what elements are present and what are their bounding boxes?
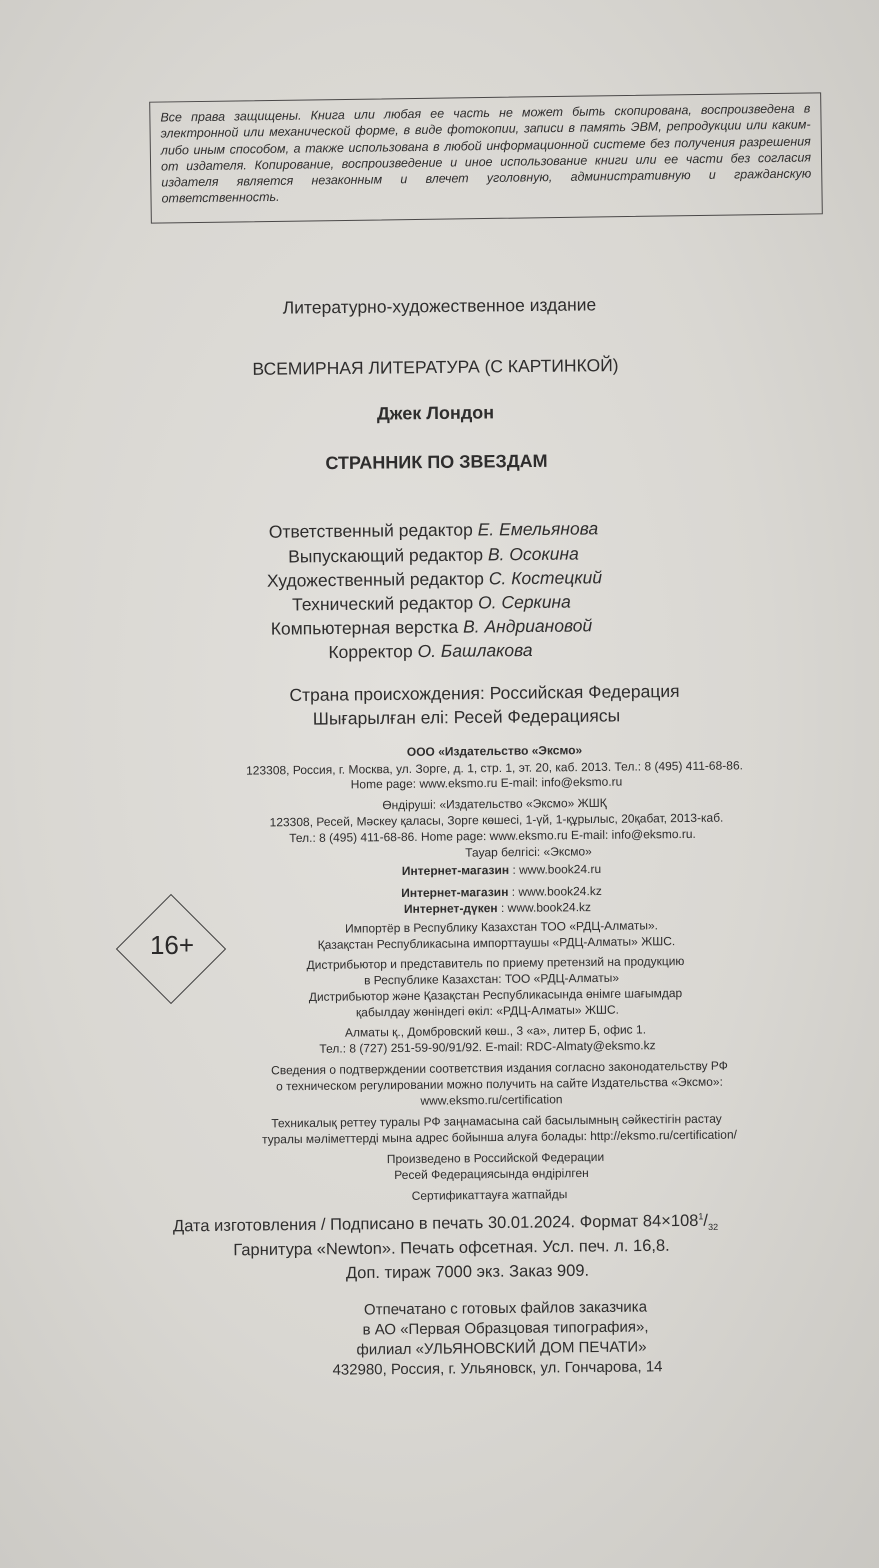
publisher-address: 123308, Россия, г. Москва, ул. Зорге, д. 1, стр. 1, эт. 20, каб. 2013. Тел.: 8 (495) 411-68-86.	[246, 758, 743, 778]
made-in-kz: Ресей Федерациясында өндірілген	[394, 1165, 589, 1183]
origin-line: Страна происхождения: Российская Федерация	[289, 680, 680, 706]
publisher-contacts: Home page: www.eksmo.ru E-mail: info@eksmo.ru	[350, 774, 623, 792]
certification-link: www.eksmo.ru/certification	[420, 1092, 563, 1108]
certification-line: о техническом регулировании можно получить на сайте Издательства «Эксмо»:	[276, 1074, 723, 1094]
credit-line: Ответственный редактор Е. Емельянова	[268, 518, 599, 542]
credit-line: Компьютерная верстка В. Андриановой	[270, 615, 593, 639]
import-line: Қазақстан Республикасына импорттаушы «РДЦ-Алматы» ЖШС.	[317, 934, 676, 952]
production-line: Доп. тираж 7000 экз. Заказ 909.	[345, 1261, 590, 1283]
copyright-notice-box	[149, 92, 823, 223]
edition-type: Литературно-художественное издание	[282, 294, 597, 318]
certification-line: Сведения о подтверждении соответствия издания согласно законодательству РФ	[271, 1058, 728, 1078]
import-line: в Республике Казахстан: ТОО «РДЦ-Алматы»	[363, 970, 620, 988]
shop-line: Интернет-магазин : www.book24.kz	[401, 883, 602, 901]
author: Джек Лондон	[376, 402, 495, 424]
book-title: СТРАННИК ПО ЗВЕЗДАМ	[325, 450, 548, 474]
trademark: Тауар белгісі: «Эксмо»	[465, 844, 592, 860]
shop-line: Интернет-дүкен : www.book24.kz	[403, 900, 592, 916]
import-line: Импортёр в Республику Казахстан ТОО «РДЦ-Алматы».	[344, 918, 659, 936]
import-line: Алматы қ., Домбровский көш., 3 «а», литер Б, офис 1.	[344, 1022, 647, 1040]
printer-line: Отпечатано с готовых файлов заказчика	[363, 1298, 648, 1319]
credit-line: Выпускающий редактор В. Осокина	[288, 543, 579, 567]
production-line: Дата изготовления / Подписано в печать 30.01.2024. Формат $84\times 108^1/_{32}$	[172, 1211, 719, 1236]
certification-line: Техникалық реттеу туралы РФ заңнамасына сай басылымның сәйкестігін растау	[271, 1111, 722, 1131]
made-in: Произведено в Российской Федерации	[386, 1149, 605, 1167]
printer-line: филиал «УЛЬЯНОВСКИЙ ДОМ ПЕЧАТИ»	[356, 1338, 647, 1359]
printer-line: в АО «Первая Образцовая типография»,	[362, 1318, 649, 1339]
printer-line: 432980, Россия, г. Ульяновск, ул. Гончарова, 14	[332, 1358, 663, 1379]
not-certified: Сертификаттауға жатпайды	[411, 1187, 568, 1203]
manufacturer-contacts: Тел.: 8 (495) 411-68-86. Home page: www.eksmo.ru E-mail: info@eksmo.ru.	[289, 826, 696, 846]
shop-line: Интернет-магазин : www.book24.ru	[401, 861, 602, 879]
manufacturer-name: Өндіруші: «Издательство «Эксмо» ЖШҚ	[382, 795, 607, 813]
copyright-notice-text: Все права защищены. Книга или любая ее часть не может быть скопирована, воспроизведена в электронной или механической форме, в виде фотокопии, записи в память ЭВМ, репродукции или каким-либо иным способом, а также использована в любой информационной системе без получения разрешения от издателя. Копирование, воспроизведение и иное использование книги или ее части без согласия издателя является незаконным и влечет уголовную, административную и гражданскую ответственность.	[160, 101, 812, 207]
production-line: Гарнитура «Newton». Печать офсетная. Усл. печ. л. 16,8.	[233, 1236, 670, 1260]
certification-line: туралы мәліметтерді мына адрес бойынша алуға болады: http://eksmo.ru/certification/	[261, 1127, 738, 1147]
series-title: ВСЕМИРНАЯ ЛИТЕРАТУРА (С КАРТИНКОЙ)	[252, 355, 619, 379]
origin-line: Шығарылған елі: Ресей Федерациясы	[312, 705, 621, 729]
manufacturer-address: 123308, Ресей, Мәскеу қаласы, Зорге көшесі, 1-үй, 1-құрылыс, 20қабат, 2013-каб.	[269, 810, 724, 830]
age-rating-label: 16+	[149, 930, 195, 960]
credit-line: Технический редактор О. Серкина	[292, 591, 571, 615]
import-line: Тел.: 8 (727) 251-59-90/91/92. E-mail: RDC-Almaty@eksmo.kz	[319, 1038, 656, 1056]
import-line: қабылдау жөніндегі өкіл: «РДЦ-Алматы» ЖШС.	[355, 1002, 620, 1020]
credit-line: Корректор О. Башлакова	[328, 639, 533, 663]
credit-line: Художественный редактор С. Костецкий	[266, 567, 603, 591]
publisher-name: ООО «Издательство «Эксмо»	[406, 743, 583, 759]
import-line: Дистрибьютор және Қазақстан Республикасында өнімге шағымдар	[308, 986, 683, 1004]
import-line: Дистрибьютор и представитель по приему претензий на продукцию	[306, 954, 685, 972]
